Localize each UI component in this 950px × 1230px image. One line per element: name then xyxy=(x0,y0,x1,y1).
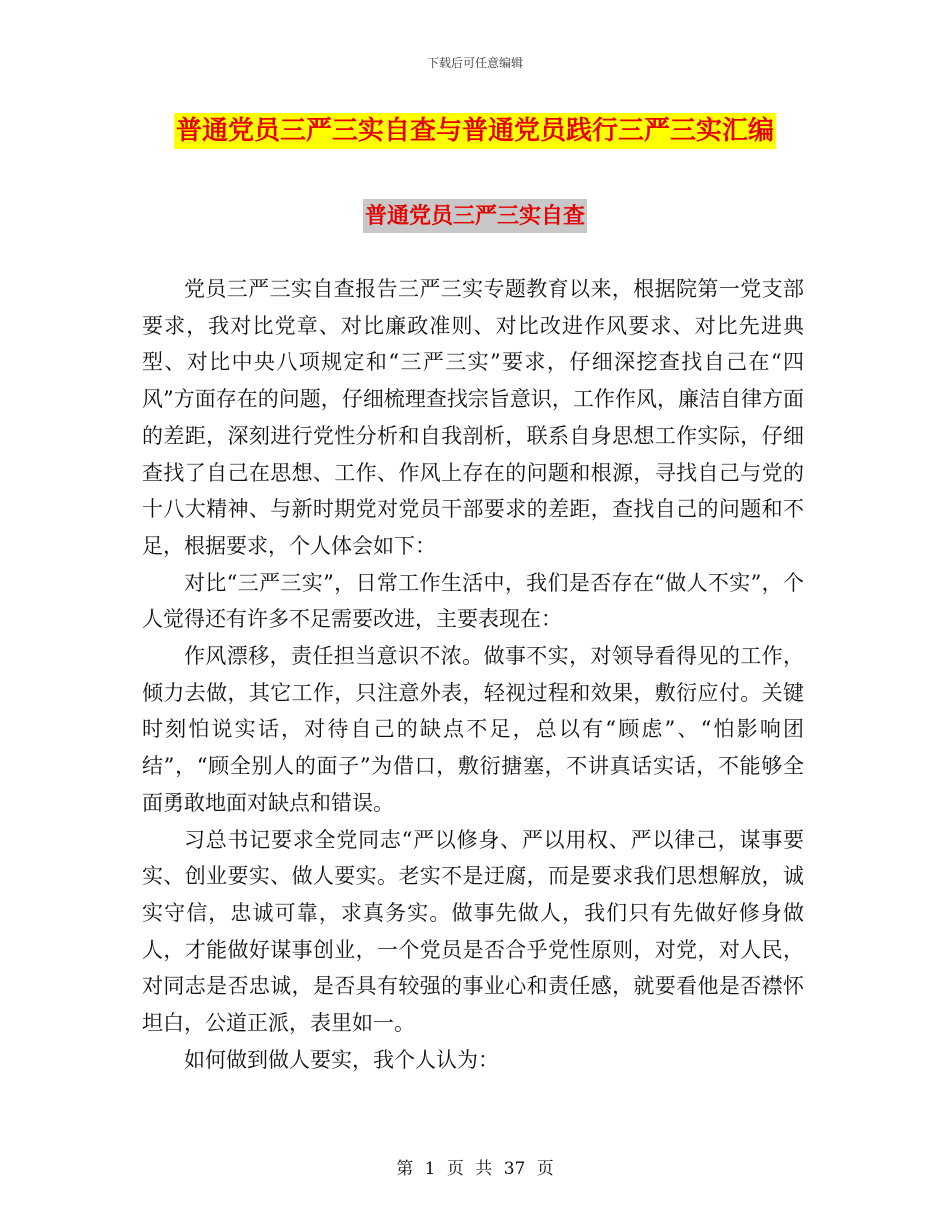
document-section-title: 普通党员三严三实自查 xyxy=(363,199,587,233)
page-header-note: 下载后可任意编辑 xyxy=(426,56,523,70)
body-paragraph: 习总书记要求全党同志“严以修身、严以用权、严以律己，谋事要实、创业要实、做人要实。老实不是迂腐，而是要求我们思想解放，诚实守信，忠诚可靠，求真务实。做事先做人，我们只有先做好修身做人，才能做好谋事创业，一个党员是否合乎党性原则，对党，对人民，对同志是否忠诚，是否具有较强的事业心和责任感，就要看他是否襟怀坦白，公道正派，表里如一。 xyxy=(142,827,804,1036)
document-main-title: 普通党员三严三实自查与普通党员践行三严三实汇编 xyxy=(174,113,776,149)
body-paragraph: 对比“三严三实”，日常工作生活中，我们是否存在“做人不实”，个人觉得还有许多不足需要改进，主要表现在： xyxy=(142,570,804,632)
page-number-footer: 第 1 页 共 37 页 xyxy=(396,1159,554,1179)
body-paragraph: 如何做到做人要实，我个人认为： xyxy=(184,1047,499,1072)
main-title-container xyxy=(0,113,950,149)
body-paragraph: 作风漂移，责任担当意识不浓。做事不实，对领导看得见的工作，倾力去做，其它工作，只注意外表，轻视过程和效果，敷衍应付。关键时刻怕说实话，对待自己的缺点不足，总以有“顾虑”、“怕影响团结”，“顾全别人的面子”为借口，敷衍搪塞，不讲真话实话，不能够全面勇敢地面对缺点和错误。 xyxy=(142,644,804,815)
body-paragraph: 党员三严三实自查报告三严三实专题教育以来，根据院第一党支部要求，我对比党章、对比廉政准则、对比改进作风要求、对比先进典型、对比中央八项规定和“三严三实”要求，仔细深挖查找自己在“四风”方面存在的问题，仔细梳理查找宗旨意识，工作作风，廉洁自律方面的差距，深刻进行党性分析和自我剖析，联系自身思想工作实际，仔细查找了自己在思想、工作、作风上存在的问题和根源，寻找自己与党的十八大精神、与新时期党对党员干部要求的差距，查找自己的问题和不足，根据要求，个人体会如下： xyxy=(142,277,804,558)
document-body xyxy=(142,271,804,1078)
sub-title-container xyxy=(0,199,950,233)
